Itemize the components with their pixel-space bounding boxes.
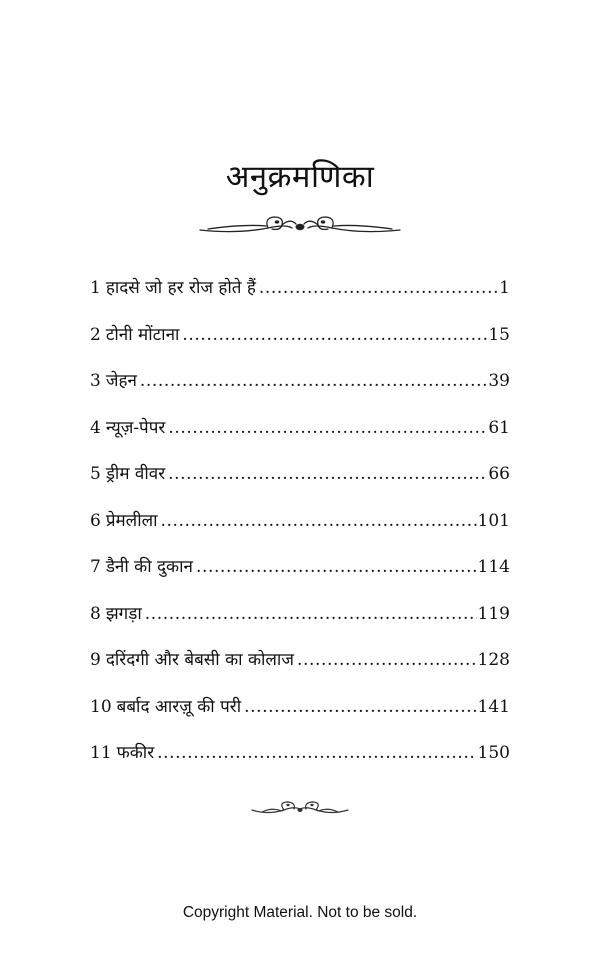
toc-number: 7 — [90, 557, 101, 577]
toc-title: न्यूज़-पेपर — [105, 417, 166, 438]
toc-title: टोनी मोंटाना — [105, 324, 180, 345]
toc-title: फकीर — [116, 743, 155, 763]
toc-number: 10 — [90, 696, 112, 717]
toc-title: प्रेमलीला — [105, 510, 158, 531]
toc-page-number: 101 — [477, 510, 510, 531]
dot-leader — [140, 365, 487, 397]
dot-leader — [157, 737, 476, 769]
dot-leader — [297, 644, 477, 676]
toc-number: 4 — [90, 417, 101, 438]
dot-leader — [168, 458, 487, 490]
toc-entry-5 — [90, 458, 510, 505]
toc-entry-8 — [90, 598, 510, 645]
toc-entry-2 — [90, 319, 510, 366]
toc-entry-9 — [90, 644, 510, 691]
toc-number: 3 — [90, 371, 101, 391]
toc-page-number: 141 — [477, 696, 510, 717]
toc-entry-4 — [90, 412, 510, 459]
toc-title: डैनी की दुकान — [105, 557, 193, 577]
dot-leader — [182, 319, 487, 351]
toc-page-number: 114 — [477, 557, 510, 577]
copyright-notice: Copyright Material. Not to be sold. — [182, 904, 418, 921]
dot-leader — [161, 505, 477, 537]
flourish-divider-icon — [198, 212, 402, 238]
toc-title: हादसे जो हर रोज होते हैं — [105, 278, 256, 298]
toc-title: दरिंदगी और बेबसी का कोलाज — [105, 650, 294, 670]
page-title: अनुक्रमणिका — [225, 159, 375, 195]
toc-page-number: 66 — [488, 464, 510, 484]
toc-page-number: 15 — [488, 324, 510, 345]
toc-entry-7 — [90, 551, 510, 598]
toc-number: 9 — [90, 650, 101, 670]
toc-number: 11 — [90, 743, 112, 763]
toc-entry-1 — [90, 272, 510, 319]
toc-number: 8 — [90, 603, 101, 624]
toc-number: 2 — [90, 324, 101, 345]
toc-page-number: 128 — [477, 650, 510, 670]
toc-entry-3 — [90, 365, 510, 412]
toc-page-number: 1 — [499, 278, 510, 298]
toc-entry-11 — [90, 737, 510, 784]
dot-leader — [145, 598, 477, 630]
toc-title: जेहन — [105, 371, 137, 391]
table-of-contents — [90, 272, 510, 784]
dot-leader — [168, 412, 487, 444]
dot-leader — [244, 691, 476, 723]
toc-page-number: 119 — [477, 603, 510, 624]
toc-number: 6 — [90, 510, 101, 531]
toc-page-number: 61 — [488, 417, 510, 438]
dot-leader — [259, 272, 498, 304]
toc-page-number: 39 — [488, 371, 510, 391]
toc-title: ड्रीम वीवर — [105, 464, 166, 484]
dot-leader — [196, 551, 477, 583]
toc-title: झगड़ा — [105, 603, 142, 624]
toc-page-number: 150 — [477, 743, 510, 763]
toc-entry-6 — [90, 505, 510, 552]
toc-number: 1 — [90, 278, 101, 298]
toc-entry-10 — [90, 691, 510, 738]
small-flourish-icon — [248, 799, 352, 819]
toc-title: बर्बाद आरज़ू की परी — [116, 696, 242, 717]
toc-number: 5 — [90, 464, 101, 484]
